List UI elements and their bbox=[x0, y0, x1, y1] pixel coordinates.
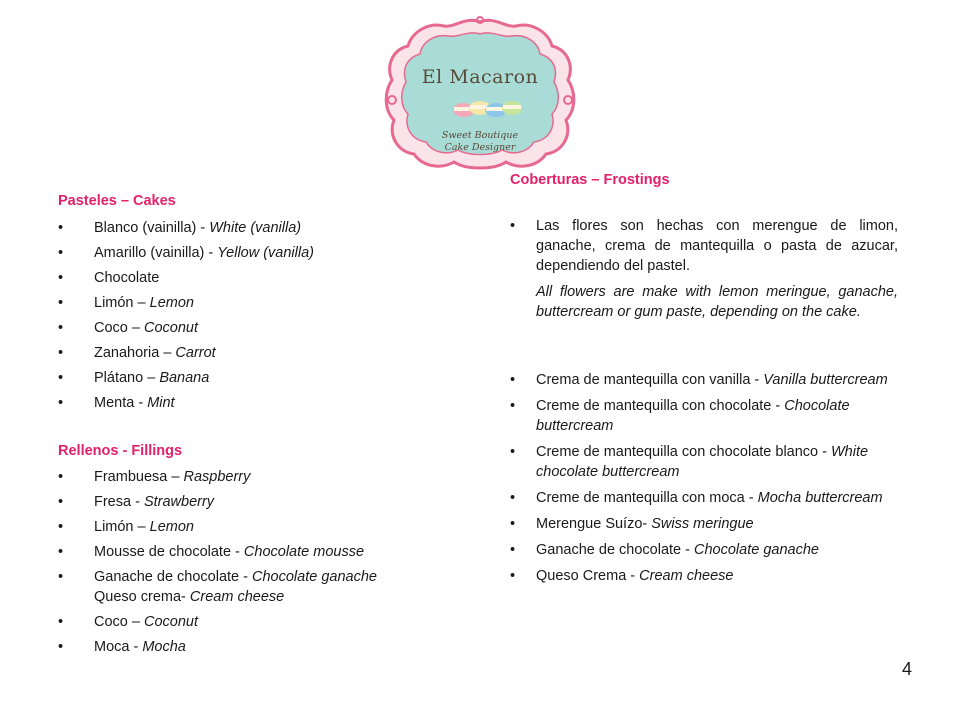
list-item: • Ganache de chocolate - Chocolate ganache Queso crema- Cream cheese bbox=[58, 569, 377, 605]
list-item: • Creme de mantequilla con chocolate - Chocolate buttercream bbox=[510, 398, 850, 434]
bullet-icon: • bbox=[58, 494, 64, 510]
list-item: • Limón – Lemon bbox=[58, 519, 194, 535]
bullet-icon: • bbox=[510, 372, 516, 388]
logo-title: El Macaron bbox=[421, 66, 539, 88]
list-item: • Frambuesa – Raspberry bbox=[58, 469, 251, 485]
cakes-list bbox=[58, 218, 458, 418]
bullet-icon: • bbox=[58, 245, 64, 261]
el-macaron-logo bbox=[382, 14, 578, 170]
bullet-icon: • bbox=[510, 398, 516, 414]
page-number: 4 bbox=[901, 659, 912, 679]
logo-subtitle-1: Sweet Boutique bbox=[441, 130, 519, 141]
bullet-icon: • bbox=[58, 220, 64, 236]
list-item: • Merengue Suízo- Swiss meringue bbox=[510, 516, 754, 532]
list-item: • Mousse de chocolate - Chocolate mousse bbox=[58, 544, 365, 560]
list-item: • Limón – Lemon bbox=[58, 295, 194, 311]
bullet-icon: • bbox=[510, 218, 516, 234]
bullet-icon: • bbox=[58, 320, 64, 336]
bullet-icon: • bbox=[58, 469, 64, 485]
bullet-icon: • bbox=[510, 490, 516, 506]
list-item: • Menta - Mint bbox=[58, 395, 175, 411]
list-item: • Crema de mantequilla con vanilla - Vanilla buttercream bbox=[510, 372, 888, 388]
list-item: • Moca - Mocha bbox=[58, 639, 186, 655]
list-item: • Plátano – Banana bbox=[58, 370, 210, 386]
bullet-icon: • bbox=[58, 370, 64, 386]
bullet-icon: • bbox=[58, 295, 64, 311]
bullet-icon: • bbox=[510, 542, 516, 558]
bullet-icon: • bbox=[58, 639, 64, 655]
list-item: • Zanahoria – Carrot bbox=[58, 345, 216, 361]
fillings-list bbox=[58, 467, 458, 662]
frostings-intro bbox=[510, 216, 898, 322]
bullet-icon: • bbox=[510, 444, 516, 460]
list-item: • Chocolate bbox=[58, 270, 160, 286]
list-item: • Amarillo (vainilla) - Yellow (vanilla) bbox=[58, 245, 314, 261]
list-item: • Fresa - Strawberry bbox=[58, 494, 215, 510]
frostings-list bbox=[510, 370, 898, 592]
bullet-icon: • bbox=[58, 519, 64, 535]
bullet-icon: • bbox=[58, 270, 64, 286]
list-item: • Creme de mantequilla con moca - Mocha buttercream bbox=[510, 490, 883, 506]
list-item: • Blanco (vainilla) - White (vanilla) bbox=[58, 220, 302, 236]
fillings-heading: Rellenos - Fillings bbox=[58, 443, 183, 459]
bullet-icon: • bbox=[58, 569, 64, 585]
frostings-intro-en: All flowers are make with lemon meringue, ganache, buttercream or gum paste, depending on the cake. bbox=[536, 284, 898, 320]
bullet-icon: • bbox=[58, 395, 64, 411]
logo-subtitle-2: Cake Designer bbox=[444, 142, 516, 153]
bullet-icon: • bbox=[510, 516, 516, 532]
list-item: • Coco – Coconut bbox=[58, 320, 198, 336]
frostings-intro-es: Las flores son hechas con merengue de limon, ganache, crema de mantequilla o pasta de azucar, dependiendo del pastel. bbox=[536, 218, 898, 274]
list-item: • Creme de mantequilla con chocolate blanco - White chocolate buttercream bbox=[510, 444, 869, 480]
list-item: • Queso Crema - Cream cheese bbox=[510, 568, 734, 584]
bullet-icon: • bbox=[510, 568, 516, 584]
bullet-icon: • bbox=[58, 345, 64, 361]
cakes-heading: Pasteles – Cakes bbox=[58, 193, 176, 209]
list-item: • Ganache de chocolate - Chocolate ganache bbox=[510, 542, 819, 558]
list-item: • Coco – Coconut bbox=[58, 614, 198, 630]
bullet-icon: • bbox=[58, 544, 64, 560]
bullet-icon: • bbox=[58, 614, 64, 630]
frostings-heading: Coberturas – Frostings bbox=[510, 172, 670, 188]
